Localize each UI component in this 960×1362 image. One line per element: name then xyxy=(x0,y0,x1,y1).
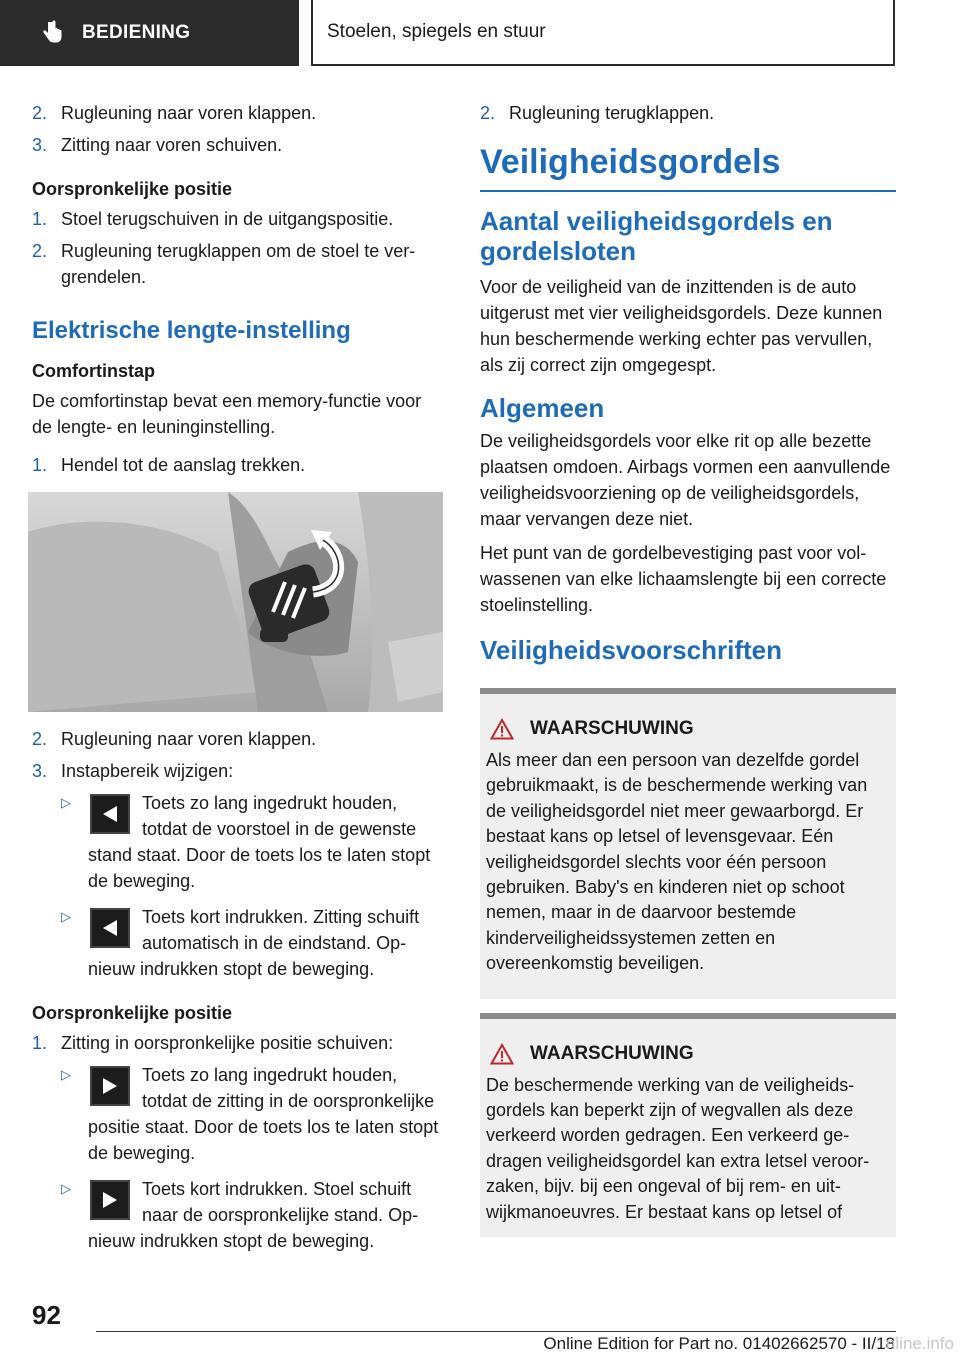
triangle-bullet-icon: ▷ xyxy=(61,909,71,924)
warning-text: Als meer dan een persoon van dezelfde gordel gebruikmaakt, is de beschermende werking van de veiligheidsgordel niet meer gewaarborgd. Er bestaat kans op letsel of levensgevaar. Eén veiligheidsgordel slechts voor één persoon gebruiken. Baby's en kinderen niet op schoot nemen, maar in de daarvoor bestemde kinderveiligheidssystemen zetten en overeenkomstig beveiligen. xyxy=(486,750,868,974)
paragraph: De comfortinstap bevat een memory-functie voor de lengte- en leuninginstelling. xyxy=(32,391,422,437)
triangle-bullet-icon: ▷ xyxy=(61,795,71,810)
section-heading: Veiligheidsvoorschriften xyxy=(480,635,782,665)
subheading: Oorspronkelijke positie xyxy=(32,179,233,199)
page-header xyxy=(0,0,960,66)
section-tab xyxy=(0,0,299,66)
left-column xyxy=(32,100,444,1262)
subheading: Oorspronkelijke positie xyxy=(32,1003,233,1023)
warning-triangle-icon xyxy=(490,718,514,740)
warning-text: De beschermende werking van de veiligheidsgordels kan beperkt zijn of wegvallen als deze verkeerd worden gedragen. Een verkeerd gedragen veiligheidsgordel kan extra letsel veroorzaken, bijv. bij een ongeval of bij rem- en uitwijkmanoeuvres. Er bestaat kans op letsel of xyxy=(486,1074,870,1222)
right-column xyxy=(480,100,896,1237)
button-forward-icon xyxy=(90,1180,130,1220)
list-item: 1. Stoel terugschuiven in de uitgangspositie. xyxy=(32,209,394,229)
list-item: ▷ Toets zo lang ingedrukt houden, totdat de voorstoel in de gewenste stand staat. Door de toets los te laten stopt de beweging. xyxy=(32,790,444,894)
paragraph: De veiligheidsgordels voor elke rit op alle bezette plaatsen omdoen. Airbags vormen een aanvullende veiligheidsvoorziening op de veiligheidsgordels, maar vervangen deze niet. xyxy=(480,431,891,529)
footer-divider xyxy=(96,1331,896,1332)
warning-title: WAARSCHUWING xyxy=(486,716,888,742)
edition-text: Online Edition for Part no. 01402662570 - II/18 xyxy=(543,1334,895,1353)
list-item: 2. Rugleuning terugklappen. xyxy=(480,103,715,123)
section-heading: Aantal veiligheidsgordels en gordelsloten xyxy=(480,206,833,266)
section-heading: Elektrische lengte-instelling xyxy=(32,317,351,344)
warning-triangle-icon xyxy=(490,1043,514,1065)
hand-pointer-icon xyxy=(40,20,64,46)
button-forward-icon xyxy=(90,1066,130,1106)
list-item: 1. Hendel tot de aanslag trekken. xyxy=(32,455,306,475)
list-item: ▷ Toets zo lang ingedrukt houden, totdat de zitting in de oorspronkelijke positie staat. Door de toets los te laten stopt de beweging. xyxy=(32,1062,444,1166)
paragraph: Het punt van de gordelbevestiging past voor volwassenen van elke lichaamslengte bij een correcte stoelinstelling. xyxy=(480,543,887,615)
seat-lever-photo xyxy=(28,492,443,712)
watermark: nline.info xyxy=(885,1334,954,1353)
section-heading: Algemeen xyxy=(480,393,605,423)
subheading: Comfortinstap xyxy=(32,361,155,381)
list-item: 2. Rugleuning naar voren klappen. xyxy=(32,729,317,749)
triangle-bullet-icon: ▷ xyxy=(61,1181,71,1196)
list-item: 3. Instapbereik wijzigen: xyxy=(32,761,234,781)
list-item: 1. Zitting in oorspronkelijke positie schuiven: xyxy=(32,1033,394,1053)
triangle-bullet-icon: ▷ xyxy=(61,1067,71,1082)
button-backward-icon xyxy=(90,908,130,948)
page-number: 92 xyxy=(32,1300,61,1330)
list-item: 2. Rugleuning terugklappen om de stoel te vergrendelen. xyxy=(32,241,416,287)
button-backward-icon xyxy=(90,794,130,834)
list-item: 3. Zitting naar voren schuiven. xyxy=(32,135,283,155)
warning-box xyxy=(480,688,896,999)
paragraph: Voor de veiligheid van de inzittenden is de auto uitgerust met vier veiligheidsgordels. Deze kunnen hun beschermende werking echter pas vervullen, als zij correct zijn omgegespt. xyxy=(480,277,883,375)
chapter-tab xyxy=(311,0,895,66)
warning-box xyxy=(480,1013,896,1237)
chapter-title: Stoelen, spiegels en stuur xyxy=(327,21,546,42)
chapter-heading: Veiligheidsgordels xyxy=(480,142,896,192)
list-item: 2. Rugleuning naar voren klappen. xyxy=(32,103,317,123)
list-item: ▷ Toets kort indrukken. Zitting schuift automatisch in de eindstand. Opnieuw indrukken stopt de beweging. xyxy=(32,904,444,982)
section-title: BEDIENING xyxy=(82,22,191,43)
list-item: ▷ Toets kort indrukken. Stoel schuift naar de oorspronkelijke stand. Opnieuw indrukken stopt de beweging. xyxy=(32,1176,444,1254)
warning-title: WAARSCHUWING xyxy=(486,1041,888,1067)
